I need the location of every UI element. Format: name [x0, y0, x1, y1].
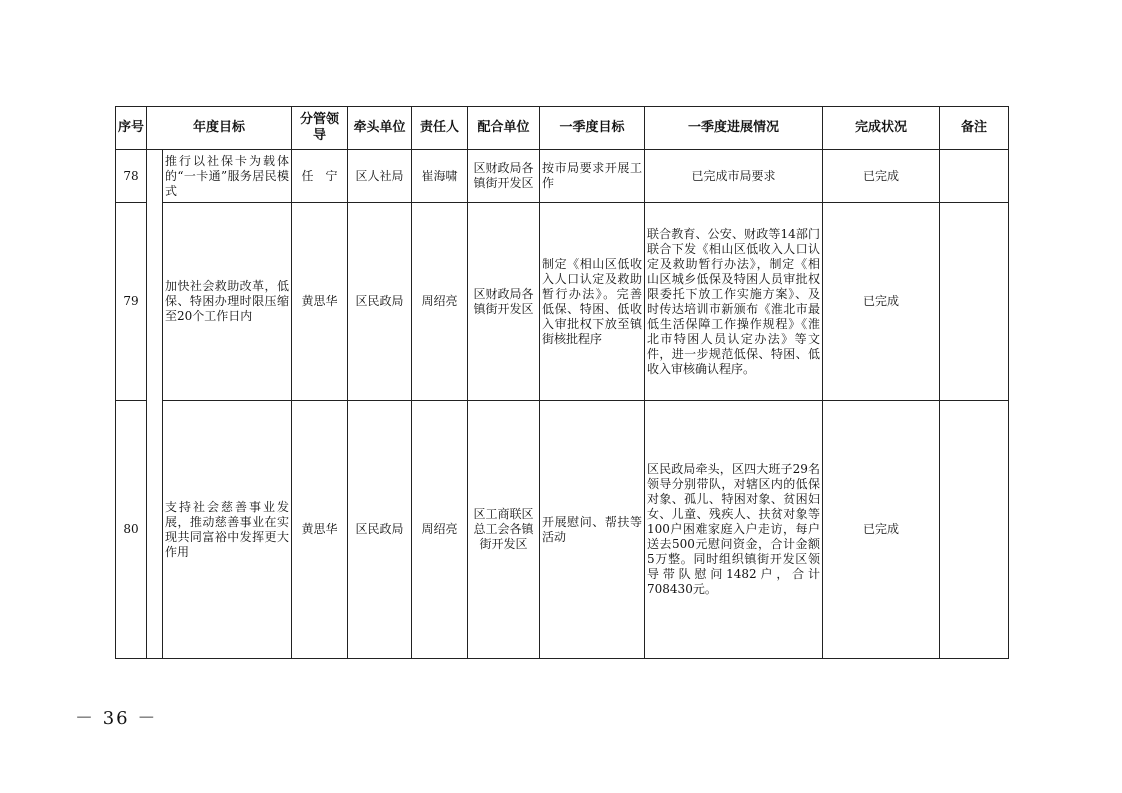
- row-lead-unit: 区民政局: [348, 203, 412, 401]
- page-number: － 36 －: [75, 708, 158, 729]
- header-goal: 年度目标: [147, 107, 292, 150]
- header-q1-goal: 一季度目标: [540, 107, 645, 150]
- row-lead-unit: 区人社局: [348, 150, 412, 203]
- task-progress-table: [115, 106, 1009, 659]
- table-row: [116, 203, 1009, 401]
- header-lead-unit: 牵头单位: [348, 107, 412, 150]
- header-seq: 序号: [116, 107, 147, 150]
- merged-blank-column: [147, 150, 163, 659]
- header-note: 备注: [940, 107, 1009, 150]
- row-note: [940, 401, 1009, 659]
- row-person: 周绍亮: [412, 401, 468, 659]
- row-leader: 黄思华: [292, 203, 348, 401]
- table-header-row: [116, 107, 1009, 150]
- row-q1-goal: 按市局要求开展工作: [540, 150, 645, 203]
- row-person: 崔海啸: [412, 150, 468, 203]
- row-q1-progress: 已完成市局要求: [645, 150, 823, 203]
- header-q1-progress: 一季度进展情况: [645, 107, 823, 150]
- row-person: 周绍亮: [412, 203, 468, 401]
- row-note: [940, 203, 1009, 401]
- row-lead-unit: 区民政局: [348, 401, 412, 659]
- header-coop-unit: 配合单位: [468, 107, 540, 150]
- row-coop-unit: 区财政局各镇街开发区: [468, 150, 540, 203]
- row-q1-progress: 联合教育、公安、财政等14部门联合下发《相山区低收入人口认定及救助暂行办法》，制定《相山区城乡低保及特困人员审批权限委托下放工作实施方案》、及时传达培训市新颁布《淮北市最低生活保障工作操作规程》《淮北市特困人员认定办法》等文件，进一步规范低保、特困、低收入审核确认程序。: [645, 203, 823, 401]
- row-leader: 黄思华: [292, 401, 348, 659]
- row-goal: 支持社会慈善事业发展，推动慈善事业在实现共同富裕中发挥更大作用: [163, 401, 292, 659]
- header-leader: 分管领导: [292, 107, 348, 150]
- header-status: 完成状况: [823, 107, 940, 150]
- table-row: [116, 401, 1009, 659]
- row-seq: 80: [116, 401, 147, 659]
- row-q1-progress: 区民政局牵头，区四大班子29名领导分别带队，对辖区内的低保对象、孤儿、特困对象、贫困妇女、儿童、残疾人、扶贫对象等100户困难家庭入户走访，每户送去500元慰问资金，合计金额5万整。同时组织镇街开发区领导带队慰问1482户，合计708430元。: [645, 401, 823, 659]
- row-seq: 79: [116, 203, 147, 401]
- row-q1-goal: 制定《相山区低收入人口认定及救助暂行办法》。完善低保、特困、低收入审批权下放至镇街核批程序: [540, 203, 645, 401]
- row-q1-goal: 开展慰问、帮扶等活动: [540, 401, 645, 659]
- row-coop-unit: 区财政局各镇街开发区: [468, 203, 540, 401]
- row-status: 已完成: [823, 203, 940, 401]
- row-goal: 推行以社保卡为载体的“一卡通”服务居民模式: [163, 150, 292, 203]
- row-status: 已完成: [823, 401, 940, 659]
- row-coop-unit: 区工商联区总工会各镇街开发区: [468, 401, 540, 659]
- row-note: [940, 150, 1009, 203]
- row-goal: 加快社会救助改革，低保、特困办理时限压缩至20个工作日内: [163, 203, 292, 401]
- row-seq: 78: [116, 150, 147, 203]
- row-leader: 任 宁: [292, 150, 348, 203]
- table-row: [116, 150, 1009, 203]
- row-status: 已完成: [823, 150, 940, 203]
- header-person: 责任人: [412, 107, 468, 150]
